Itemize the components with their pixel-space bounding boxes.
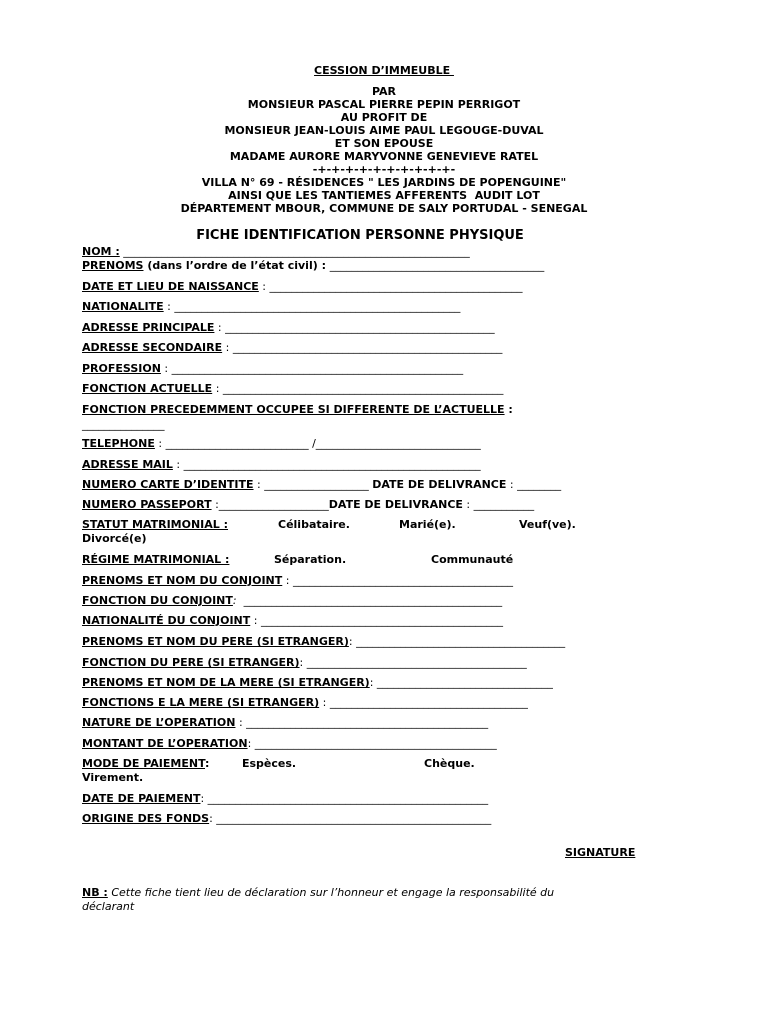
header-line-buyer: MONSIEUR JEAN-LOUIS AIME PAUL LEGOUGE-DUVAL [224, 124, 544, 137]
field-nature-operation [82, 716, 488, 729]
option-divorce[interactable]: Divorcé(e) [82, 532, 147, 545]
field-pere-nom [82, 635, 565, 648]
option-marie[interactable]: Marié(e). [399, 518, 456, 531]
field-label: MODE DE PAIEMENT [82, 757, 205, 770]
field-line: : ___________ [462, 498, 535, 511]
nb-text: Cette fiche tient lieu de déclaration sur l’honneur et engage la responsabilité du déclarant [82, 886, 555, 913]
document-header [0, 64, 768, 215]
field-pere-fonction [82, 656, 527, 669]
field-origine-fonds [82, 812, 491, 825]
field-line: : __________________________ /______________________________ [154, 437, 481, 450]
field-label-delivrance: DATE DE DELIVRANCE [372, 478, 507, 491]
field-line: : ________________________________ [369, 676, 553, 689]
field-label: FONCTION DU CONJOINT [82, 594, 233, 607]
field-label: FONCTION ACTUELLE [82, 382, 213, 395]
field-line: _______________ [82, 418, 165, 431]
field-montant-operation [82, 737, 497, 750]
header-line-spouse: ET SON EPOUSE [334, 137, 434, 150]
form-title: FICHE IDENTIFICATION PERSONNE PHYSIQUE [196, 228, 524, 243]
field-line: : ______________________________________________________ [172, 458, 481, 471]
field-line: : ___________________ [253, 478, 373, 491]
header-separator: -+-+-+-+-+-+-+-+-+-+- [312, 163, 456, 176]
header-line-seller: MONSIEUR PASCAL PIERRE PEPIN PERRIGOT [247, 98, 521, 111]
document-title: CESSION D’IMMEUBLE [314, 64, 454, 77]
field-line: : ____________________________________________ [247, 737, 497, 750]
field-mere-fonction [82, 696, 528, 709]
field-label: ADRESSE MAIL [82, 458, 173, 471]
field-mere-nom [82, 676, 553, 689]
field-line: : __________________________________________________ [209, 812, 492, 825]
field-label: NOM : [82, 245, 120, 258]
field-fonction-precedente-line [82, 418, 165, 431]
field-conjoint-nom [82, 574, 513, 587]
field-note: (dans l’ordre de l’état civil) : [143, 259, 330, 272]
field-label: FONCTION PRECEDEMMENT OCCUPEE SI DIFFERENTE DE L’ACTUELLE [82, 403, 505, 416]
field-label: ORIGINE DES FONDS [82, 812, 210, 825]
field-line: : ____________________________________________ [250, 614, 503, 627]
field-conjoint-nationalite [82, 614, 503, 627]
field-line: : _________________________________________________ [222, 341, 503, 354]
field-prenoms [82, 259, 544, 272]
field-statut-matrimonial [82, 518, 228, 531]
field-label: NATIONALITÉ DU CONJOINT [82, 614, 251, 627]
field-date-lieu-naissance [82, 280, 523, 293]
field-label: ADRESSE SECONDAIRE [82, 341, 223, 354]
signature-label: SIGNATURE [565, 846, 636, 859]
field-line: : ____________________________________________ [235, 716, 489, 729]
field-line: : ______________________________________________ [258, 280, 523, 293]
header-line-tantiemes: AINSI QUE LES TANTIEMES AFFERENTS AUDIT LOT [228, 189, 540, 202]
field-nationalite [82, 300, 460, 313]
header-line-profit: AU PROFIT DE [340, 111, 428, 124]
field-conjoint-fonction [82, 594, 502, 607]
nb-note [82, 886, 602, 914]
field-label: NATURE DE L’OPERATION [82, 716, 236, 729]
field-colon: : [232, 594, 237, 607]
field-line: _______________________________________________________________ [119, 245, 470, 258]
field-line: :____________________ [211, 498, 329, 511]
field-label: DATE DE PAIEMENT [82, 792, 201, 805]
field-label: RÉGIME MATRIMONIAL : [82, 553, 230, 566]
field-label: PRENOMS [82, 259, 144, 272]
field-line: _______________________________________ [329, 259, 545, 272]
field-line: : ________________________________________ [299, 656, 527, 669]
header-line-par: PAR [371, 85, 397, 98]
field-label: NUMERO CARTE D’IDENTITE [82, 478, 254, 491]
field-mode-paiement [82, 757, 209, 770]
field-profession [82, 362, 463, 375]
field-date-paiement [82, 792, 488, 805]
field-passeport [82, 498, 534, 511]
field-line: : ______________________________________ [348, 635, 566, 648]
field-label: NUMERO PASSEPORT [82, 498, 212, 511]
field-label: PRENOMS ET NOM DU PERE (SI ETRANGER) [82, 635, 349, 648]
field-label: FONCTION DU PERE (SI ETRANGER) [82, 656, 300, 669]
field-adresse-secondaire [82, 341, 502, 354]
option-separation[interactable]: Séparation. [274, 553, 347, 566]
header-line-madame: MADAME AURORE MARYVONNE GENEVIEVE RATEL [229, 150, 539, 163]
field-label: NATIONALITE [82, 300, 164, 313]
option-especes[interactable]: Espèces. [242, 757, 297, 770]
field-line: : ________________________________________ [282, 574, 513, 587]
field-line: : _____________________________________________________ [160, 362, 464, 375]
field-label: ADRESSE PRINCIPALE [82, 321, 215, 334]
option-cheque[interactable]: Chèque. [424, 757, 475, 770]
field-label-delivrance: DATE DE DELIVRANCE [328, 498, 463, 511]
field-label: PRENOMS ET NOM DE LA MERE (SI ETRANGER) [82, 676, 370, 689]
field-nom [82, 245, 470, 258]
field-regime-matrimonial [82, 553, 229, 566]
field-label: STATUT MATRIMONIAL : [82, 518, 229, 531]
field-line: : ____________________________________________________ [163, 300, 461, 313]
field-line: : ____________________________________ [319, 696, 528, 709]
header-line-villa: VILLA N° 69 - RÉSIDENCES " LES JARDINS DE POPENGUINE" [201, 176, 567, 189]
option-virement[interactable]: Virement. [82, 771, 144, 784]
field-line: _______________________________________________ [236, 594, 503, 607]
option-communaute[interactable]: Communauté [431, 553, 514, 566]
field-line: : _________________________________________________ [214, 321, 495, 334]
field-line: : ___________________________________________________ [200, 792, 489, 805]
field-fonction-actuelle [82, 382, 503, 395]
field-label: PRENOMS ET NOM DU CONJOINT [82, 574, 283, 587]
field-line: : ___________________________________________________ [212, 382, 504, 395]
field-adresse-mail [82, 458, 481, 471]
option-celibataire[interactable]: Célibataire. [278, 518, 350, 531]
field-line: : ________ [506, 478, 562, 491]
field-label: FONCTIONS E LA MERE (SI ETRANGER) [82, 696, 320, 709]
field-colon: : [205, 757, 210, 770]
field-carte-identite [82, 478, 561, 491]
field-colon: : [504, 403, 513, 416]
nb-label: NB : [82, 886, 108, 899]
option-veuf[interactable]: Veuf(ve). [519, 518, 576, 531]
field-fonction-precedente [82, 403, 513, 416]
field-label: TELEPHONE [82, 437, 155, 450]
field-label: PROFESSION [82, 362, 161, 375]
field-label: DATE ET LIEU DE NAISSANCE [82, 280, 259, 293]
field-adresse-principale [82, 321, 495, 334]
field-telephone [82, 437, 481, 450]
header-line-departement: DÉPARTEMENT MBOUR, COMMUNE DE SALY PORTUDAL - SENEGAL [180, 202, 588, 215]
field-label: MONTANT DE L’OPERATION [82, 737, 248, 750]
